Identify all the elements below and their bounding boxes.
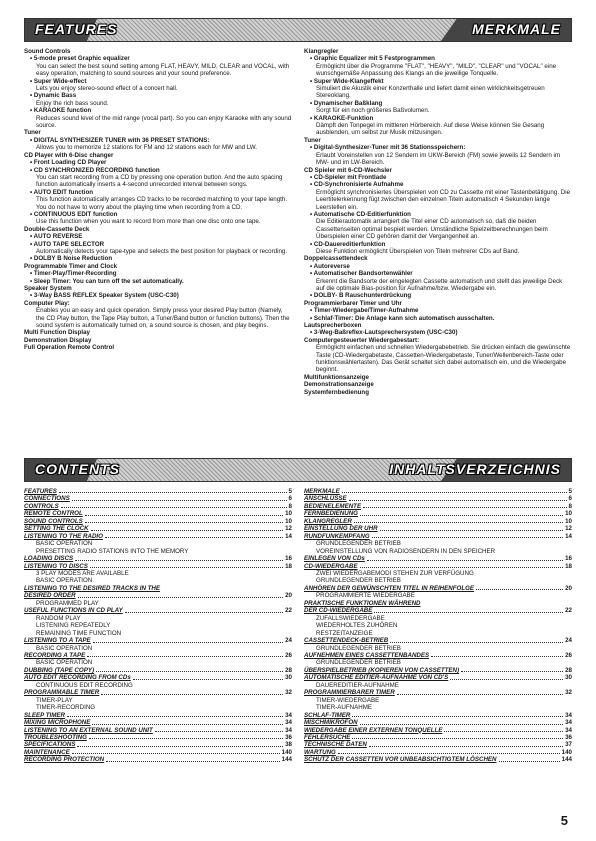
toc-page-number: 5 — [568, 488, 572, 495]
toc-entry[interactable] — [24, 510, 292, 517]
feature-heading: Computer Play: — [24, 299, 70, 307]
feature-bullet: • 5-mode preset Graphic equalizer — [30, 55, 130, 63]
toc-entry[interactable] — [304, 652, 572, 659]
toc-entry-title: PRAKTISCHE FUNKTIONEN WÄHREND — [304, 599, 421, 607]
toc-leader-dots — [363, 507, 566, 508]
toc-leader-dots — [450, 679, 563, 680]
toc-leader-dots — [92, 724, 283, 725]
features-section — [24, 48, 572, 458]
toc-leader-dots — [67, 716, 283, 717]
feature-heading: Full Operation Remote Control — [24, 344, 115, 352]
toc-subentry: RANDOM PLAY — [36, 614, 81, 622]
feature-heading: Doppelcassettendeck — [304, 255, 368, 263]
feature-description: Allows you to memorize 12 stations for FM and 12 stations each for MW and LW. — [36, 144, 258, 152]
toc-entry-title: SOUND CONTROLS — [24, 517, 83, 525]
toc-leader-dots — [367, 560, 563, 561]
toc-leader-dots — [499, 761, 560, 762]
page-number: 5 — [560, 813, 568, 828]
feature-bullet: • AUTO EDIT function — [30, 188, 94, 196]
toc-entry-title: KLANGREGLER — [304, 517, 352, 525]
feature-heading: CD Player with 6-Disc changer — [24, 151, 114, 159]
toc-page-number: 24 — [285, 637, 292, 645]
feature-bullet: • DOLBY- B Rauschunterdrückung — [310, 292, 412, 300]
feature-bullet: • Schlaf-Timer: Die Anlage kann sich automatisch ausschalten. — [310, 314, 495, 322]
toc-page-number: 34 — [565, 726, 572, 734]
toc-subentry: VOREINSTELLUNG VON RADIOSENDERN IN DEN SPEICHER — [316, 547, 496, 555]
toc-entry[interactable] — [24, 563, 292, 570]
toc-entry-title: DER CD-WIEDERGABE — [304, 607, 373, 615]
toc-entry-title: MERKMALE — [304, 488, 340, 495]
toc-entry-title: LISTENING TO THE RADIO — [24, 532, 103, 540]
toc-subentry: BASIC OPERATION — [36, 644, 93, 652]
toc-leader-dots — [125, 612, 283, 613]
toc-entry-title: DESIRED ORDER — [24, 592, 76, 600]
feature-bullet: • 3-Weg-Baßreflex-Lautsprechersystem (USC-C30) — [310, 329, 458, 337]
toc-subentry: RESTZEITANZEIGE — [316, 629, 373, 637]
feature-heading: Demonstration Display — [24, 336, 92, 344]
toc-entry-title: AUFNEHMEN EINES CASSETTENBANDES — [304, 651, 430, 659]
feature-description: Automatically detects your tape-type and selects the best position for playback or recording. — [36, 247, 288, 255]
toc-entry-title: WARTUNG — [304, 748, 336, 756]
toc-entry[interactable] — [24, 503, 292, 510]
toc-leader-dots — [338, 753, 560, 754]
features-banner — [24, 18, 572, 42]
toc-leader-dots — [369, 746, 563, 747]
toc-subentry: DAUEREDITIER-AUFNAHME — [316, 681, 399, 689]
toc-entry-title: BEDIENELEMENTE — [304, 502, 362, 510]
feature-bullet: • Automatische CD-Editierfunktion — [310, 210, 411, 218]
toc-entry[interactable] — [304, 719, 572, 726]
toc-page-number: 28 — [565, 666, 572, 674]
feature-heading: Computergesteuerter Wiedergabestart: — [304, 336, 420, 344]
feature-description: You can start recording from a CD by pressing one operation button. And the auto spacing function automatically inserts a 4-second unrecorded interval between songs. — [36, 173, 283, 189]
toc-leader-dots — [352, 738, 563, 739]
toc-subentry: WIEDERHOLTES ZUHÖREN — [316, 622, 398, 630]
toc-entry[interactable] — [304, 689, 572, 696]
toc-leader-dots — [77, 746, 283, 747]
toc-entry-title: CD-WIEDERGABE — [304, 562, 358, 570]
toc-entry[interactable] — [304, 503, 572, 510]
toc-page-number: 14 — [565, 532, 572, 540]
toc-entry[interactable] — [24, 488, 292, 495]
toc-entry-title: CASSETTENDECK-BETRIEB — [304, 637, 389, 645]
toc-entry-title: SLEEP TIMER — [24, 711, 66, 719]
toc-subentry: PROGRAMMIERTE WIEDERGABE — [316, 592, 415, 600]
feature-description: Ermöglicht synchronisiertes Überspielen von CD zu Cassette mit einer Tastenbetätigung. Die Leertitelerkennung fügt zwischen den einzelnen Titeln automatisch 4 Sekunden lange Leerstellen ein. — [316, 188, 571, 211]
feature-heading: Tuner — [24, 129, 41, 137]
toc-leader-dots — [360, 567, 563, 568]
toc-page-number: 8 — [568, 502, 572, 510]
toc-entry[interactable] — [24, 689, 292, 696]
toc-leader-dots — [431, 656, 563, 657]
feature-heading: Sound Controls — [24, 48, 71, 55]
feature-description: Erkennt die Bandsorte der eingelegten Cassette automatisch und stellt das jeweilige Deck auf die optimale Bias-position für Aufnahme/bzw. Wiedergabe ein. — [316, 277, 563, 292]
toc-page-number: 140 — [561, 748, 572, 756]
toc-entry[interactable] — [304, 727, 572, 734]
contents-section — [24, 488, 572, 764]
toc-page-number: 34 — [285, 726, 292, 734]
toc-entry-title: TROUBLESHOOTING — [24, 733, 87, 741]
toc-entry[interactable] — [24, 525, 292, 532]
feature-bullet: • CD SYNCHRONIZED RECORDING function — [30, 166, 160, 174]
toc-entry[interactable] — [24, 637, 292, 644]
feature-heading: Systemfernbedienung — [304, 388, 369, 396]
feature-description: Simuliert die Akustik einer Konzerthalle und liefert damit einen wirklichkeitsgetreuen Stereoklang. — [316, 85, 545, 100]
toc-leader-dots — [390, 642, 563, 643]
toc-leader-dots — [96, 671, 283, 672]
toc-page-number: 20 — [285, 592, 292, 600]
feature-heading: Klangregler — [304, 48, 339, 55]
features-title: FEATURES — [35, 21, 118, 37]
toc-leader-dots — [380, 530, 564, 531]
toc-subentry: BASIC OPERATION — [36, 540, 93, 548]
toc-page-number: 14 — [285, 532, 292, 540]
toc-subentry: BASIC OPERATION — [36, 577, 93, 585]
feature-heading: Tuner — [304, 136, 321, 144]
feature-description: Enjoy the rich bass sound. — [36, 99, 109, 107]
toc-entry[interactable] — [304, 734, 572, 741]
toc-entry-title: CONTROLS — [24, 502, 59, 510]
toc-leader-dots — [105, 537, 283, 538]
toc-entry-title: LOADING DISCS — [24, 555, 74, 563]
toc-entry[interactable] — [304, 585, 572, 592]
toc-page-number: 22 — [285, 607, 292, 615]
toc-entry-title: MISCHMIKROFON — [304, 719, 358, 727]
feature-description: Ermöglicht einfachen und schnellen Wiedergabebetrieb. Sie drücken einfach die gewünschte Taste (CD-Wiedergabetaste, Cassetten-Wiedergabetaste, Tuner/Wellenbereich-Taste oder funktionswählertasten). Das Gerät schaltet sich dabei automatisch ein, und die Wiedergabe beginnt. — [316, 344, 571, 374]
toc-entry[interactable] — [304, 563, 572, 570]
toc-entry-title: RUNDFUNKEMPFANG — [304, 532, 370, 540]
toc-entry[interactable] — [304, 756, 572, 763]
feature-bullet: • AUTO TAPE SELECTOR — [30, 240, 105, 248]
feature-description: Erlaubt Voreinstellen von 12 Sendern im UKW-Bereich (FM) sowie jeweils 12 Sendern im MW- und im LW-Bereich. — [316, 151, 561, 167]
toc-entry-title: ANHÖREN DER GEWÜNSCHTEN TITEL IN REIHENFOLGE — [304, 584, 475, 592]
feature-bullet: • CONTINUOUS EDIT function — [30, 210, 118, 218]
feature-bullet: • 3-Way BASS REFLEX Speaker System (USC-C30) — [30, 292, 179, 300]
toc-entry[interactable] — [304, 674, 572, 681]
feature-bullet: • Automatischer Bandsortenwähler — [310, 270, 413, 278]
toc-page-number: 37 — [565, 741, 572, 749]
toc-leader-dots — [61, 507, 287, 508]
toc-entry-title: SCHUTZ DER CASSETTEN VOR UNBEABSICHTIGTEM LÖSCHEN — [304, 756, 497, 764]
toc-page-number: 16 — [285, 555, 292, 563]
toc-entry[interactable] — [24, 741, 292, 748]
toc-leader-dots — [444, 731, 563, 732]
toc-subentry: TIMER-PLAY — [36, 696, 73, 704]
toc-entry[interactable] — [24, 756, 292, 763]
toc-entry[interactable] — [24, 712, 292, 719]
feature-heading: Lautsprecherboxen — [304, 322, 362, 330]
toc-leader-dots — [349, 500, 567, 501]
contents-english-column — [24, 488, 292, 764]
toc-entry-title: AUTO EDIT RECORDING FROM CDs — [24, 674, 131, 682]
toc-entry[interactable] — [304, 488, 572, 495]
toc-entry[interactable] — [24, 719, 292, 726]
toc-leader-dots — [75, 560, 283, 561]
toc-leader-dots — [90, 567, 283, 568]
toc-entry[interactable] — [24, 607, 292, 614]
feature-description: Dämpft den Tonpegel im mittleren Hörbereich. Auf diese Weise können Sie Gesang ausblenden, um selbst zur Musik mitzusingen. — [316, 122, 545, 137]
toc-entry-title: DUBBING (TAPE COPY) — [24, 666, 95, 674]
toc-entry[interactable] — [24, 674, 292, 681]
toc-entry-title: RECORDING A TAPE — [24, 651, 86, 659]
toc-entry-title: LISTENING TO AN EXTERNAL SOUND UNIT — [24, 726, 153, 734]
toc-page-number: 32 — [565, 689, 572, 697]
feature-bullet: • Timer-Play/Timer-Recording — [30, 270, 117, 278]
toc-entry-title: ANSCHLÜSSE — [304, 495, 347, 503]
toc-entry[interactable] — [304, 667, 572, 674]
toc-subentry: TIMER-WIEDERGABE — [316, 696, 380, 704]
toc-leader-dots — [93, 642, 283, 643]
toc-entry-title: MIXING MICROPHONE — [24, 719, 91, 727]
toc-page-number: 10 — [565, 510, 572, 518]
feature-bullet: • KARAOKE-Funktion — [310, 114, 374, 122]
toc-entry[interactable] — [24, 749, 292, 756]
feature-bullet: • Timer-Wiedergabe/Timer-Aufnahme — [310, 307, 419, 315]
toc-leader-dots — [72, 753, 280, 754]
toc-leader-dots — [78, 597, 284, 598]
toc-entry-title: RECORDING PROTECTION — [24, 756, 105, 764]
toc-leader-dots — [85, 515, 283, 516]
toc-leader-dots — [476, 589, 563, 590]
toc-entry-title: LISTENING TO DISCS — [24, 562, 88, 570]
contents-title: CONTENTS — [35, 461, 120, 477]
feature-description: Lets you enjoy stereo-sound effect of a concert hall. — [36, 85, 178, 93]
toc-page-number: 30 — [565, 674, 572, 682]
toc-leader-dots — [106, 761, 280, 762]
toc-page-number: 38 — [285, 741, 292, 749]
toc-leader-dots — [352, 716, 563, 717]
toc-page-number: 5 — [288, 488, 292, 495]
toc-entry[interactable] — [304, 749, 572, 756]
feature-bullet: • Dynamischer Baßklang — [310, 99, 383, 107]
toc-leader-dots — [59, 492, 287, 493]
toc-entry-title: FERNBEDIENUNG — [304, 510, 358, 518]
toc-leader-dots — [89, 738, 283, 739]
toc-entry-title: EINLEGEN VON CDs — [304, 555, 365, 563]
feature-heading: Multi Function Display — [24, 329, 90, 337]
toc-page-number: 22 — [565, 607, 572, 615]
merkmale-title: MERKMALE — [472, 21, 561, 37]
toc-entry[interactable] — [24, 518, 292, 525]
feature-description: Die Editierautomatik arrangiert die Titel einer CD automatisch so, daß die beiden Cassettenseiten optimal bespielt werden. Umständliche Spielzeitberechnungen beim Überspielen einer CD gehören damit der Vergangenheit an. — [316, 218, 548, 241]
toc-subentry: ZWEI WIEDERGABEMODI STEHEN ZUR VERFÜGUNG — [316, 569, 474, 577]
feature-heading: Demonstrationsanzeige — [304, 381, 374, 389]
toc-page-number: 10 — [565, 517, 572, 525]
toc-entry[interactable] — [24, 555, 292, 562]
toc-page-number: 18 — [285, 562, 292, 570]
toc-entry[interactable] — [24, 727, 292, 734]
toc-page-number: 6 — [568, 495, 572, 503]
toc-entry[interactable] — [304, 525, 572, 532]
toc-page-number: 18 — [565, 562, 572, 570]
toc-page-number: 34 — [285, 711, 292, 719]
contents-banner — [24, 458, 572, 482]
feature-heading: Multifunktionsanzeige — [304, 373, 369, 381]
toc-page-number: 28 — [285, 666, 292, 674]
toc-page-number: 34 — [565, 711, 572, 719]
toc-leader-dots — [155, 731, 283, 732]
feature-bullet: • Front Loading CD Player — [30, 159, 107, 167]
toc-entry-title: AUTOMATISCHE EDITIER-AUFNAHME VON CD'S — [304, 674, 449, 682]
toc-entry-title: ÜBERSPIELBETRIEB (KOPIEREN VON CASSETTEN) — [304, 666, 460, 674]
feature-heading: Double-Cassette Deck — [24, 225, 90, 233]
toc-leader-dots — [374, 612, 563, 613]
toc-subentry: PRESETTING RADIO STATIONS INTO THE MEMORY — [36, 547, 189, 555]
toc-entry-title: SPECIFICATIONS — [24, 741, 76, 749]
toc-entry-title: SCHLAF-TIMER — [304, 711, 351, 719]
feature-description: Reduces sound level of the mid range (vocal part). So you can enjoy Karaoke with any sound source. — [36, 114, 292, 130]
toc-entry-title: EINSTELLUNG DER UHR — [304, 525, 378, 533]
toc-page-number: 12 — [565, 525, 572, 533]
toc-subentry: GRUNDLEGENDER BETRIEB — [316, 540, 401, 548]
toc-entry[interactable] — [304, 637, 572, 644]
feature-bullet: • AUTO REVERSE — [30, 233, 83, 241]
feature-heading: Programmierbarer Timer und Uhr — [304, 299, 402, 307]
toc-entry-title: TECHNISCHE DATEN — [304, 741, 367, 749]
toc-entry[interactable] — [24, 734, 292, 741]
toc-entry[interactable] — [24, 592, 292, 599]
toc-entry-title: USEFUL FUNCTIONS IN CD PLAY — [24, 607, 123, 615]
feature-heading: Speaker System — [24, 285, 72, 292]
toc-leader-dots — [342, 492, 567, 493]
feature-bullet: • Dynamic Bass — [30, 92, 77, 100]
toc-page-number: 26 — [565, 651, 572, 659]
toc-entry-title: PROGRAMMABLE TIMER — [24, 689, 100, 697]
toc-subentry: REMAINING TIME FUNCTION — [36, 629, 122, 637]
toc-page-number: 36 — [285, 733, 292, 741]
toc-leader-dots — [101, 694, 283, 695]
toc-page-number: 144 — [561, 756, 572, 764]
feature-description: Enables you an easy and quick operation. Simply press your desired Play button (Namely, the CD Play button, the Tape Play button, a Tuner/Band button or function buttons). Then the sound system is automatically turned on, a sound source is chosen, and play begins. — [36, 307, 290, 330]
toc-page-number: 30 — [285, 674, 292, 682]
inhaltsverzeichnis-title: INHALTSVERZEICHNIS — [389, 461, 561, 477]
toc-page-number: 20 — [565, 584, 572, 592]
toc-leader-dots — [87, 656, 283, 657]
feature-bullet: • DOLBY B Noise Reduction — [30, 255, 113, 263]
feature-bullet: • Graphic Equalizer mit 5 Festprogrammen — [310, 55, 435, 63]
toc-leader-dots — [397, 694, 563, 695]
toc-page-number: 24 — [565, 637, 572, 645]
toc-entry-title: LISTENING TO A TAPE — [24, 637, 91, 645]
toc-entry-title: FEATURES — [24, 488, 57, 495]
toc-page-number: 144 — [281, 756, 292, 764]
toc-entry[interactable] — [304, 495, 572, 502]
toc-page-number: 26 — [285, 651, 292, 659]
toc-entry[interactable] — [304, 533, 572, 540]
toc-subentry: TIMER-AUFNAHME — [316, 704, 373, 712]
feature-description: Sorgt für ein noch größeres Baßvolumen. — [316, 107, 430, 115]
toc-subentry: BASIC OPERATION — [36, 659, 93, 667]
toc-page-number: 6 — [288, 495, 292, 503]
feature-bullet: • CD-Spieler mit Frontlade — [310, 173, 387, 181]
toc-entry-title: REMOTE CONTROL — [24, 510, 83, 518]
feature-bullet: • KARAOKE function — [30, 107, 92, 115]
feature-bullet: • Autoreverse — [310, 262, 350, 270]
toc-subentry: GRUNDLEGENDER BETRIEB — [316, 644, 401, 652]
toc-leader-dots — [372, 537, 563, 538]
toc-entry[interactable] — [304, 600, 572, 607]
toc-page-number: 34 — [565, 719, 572, 727]
feature-heading: Programmable Timer and Clock — [24, 262, 118, 270]
toc-leader-dots — [91, 530, 283, 531]
feature-description: Ermöglicht über die Programme "FLAT", "HEAVY", "MILD", "CLEAR" und "VOCAL" eine wunschgemäße Anpassung des Klangs an die jeweilige Tonquelle. — [316, 62, 557, 78]
feature-bullet: • Sleep Timer: You can turn off the set automatically. — [30, 277, 184, 285]
toc-entry[interactable] — [304, 607, 572, 614]
toc-page-number: 16 — [565, 555, 572, 563]
feature-heading: CD Spieler mit 6-CD-Wechsler — [304, 166, 392, 174]
toc-entry[interactable] — [304, 510, 572, 517]
toc-leader-dots — [133, 679, 283, 680]
feature-bullet: • DIGITAL SYNTHESIZER TUNER with 36 PRESET STATIONS: — [30, 136, 210, 144]
toc-leader-dots — [72, 500, 287, 501]
toc-entry[interactable] — [24, 652, 292, 659]
toc-leader-dots — [85, 522, 283, 523]
toc-entry-title: FEHLERSUCHE — [304, 733, 351, 741]
toc-entry[interactable] — [304, 712, 572, 719]
toc-page-number: 36 — [565, 733, 572, 741]
toc-subentry: CONTINUOUS EDIT RECORDING — [36, 681, 133, 689]
toc-entry-title: SETTING THE CLOCK — [24, 525, 89, 533]
toc-leader-dots — [354, 522, 563, 523]
toc-subentry: PROGRAMMED PLAY — [36, 599, 99, 607]
toc-leader-dots — [360, 515, 563, 516]
toc-entry-title: LISTENING TO THE DESIRED TRACKS IN THE — [24, 584, 161, 592]
toc-subentry: 3 PLAY MODES ARE AVAILABLE — [36, 569, 129, 577]
toc-page-number: 12 — [285, 525, 292, 533]
toc-entry-title: MAINTENANCE — [24, 748, 70, 756]
toc-page-number: 34 — [285, 719, 292, 727]
feature-description: Diese Funktion ermöglicht Überspielen von Titeln mehrerer CDs auf Band. — [316, 247, 520, 255]
manual-page — [24, 18, 572, 828]
toc-entry[interactable] — [304, 555, 572, 562]
toc-entry[interactable] — [304, 741, 572, 748]
feature-description: You can select the best sound setting among FLAT, HEAVY, MILD, CLEAR and VOCAL, with easy operation, matching to sound sources and your sound preference. — [36, 62, 290, 78]
feature-bullet: • CD-Dauereditierfunktion — [310, 240, 386, 248]
toc-entry-title: WIEDERGABE EINER EXTERNEN TONQUELLE — [304, 726, 443, 734]
toc-entry[interactable] — [24, 667, 292, 674]
toc-page-number: 8 — [288, 502, 292, 510]
toc-subentry: GRUNDLEGENDER BETRIEB — [316, 577, 401, 585]
feature-bullet: • Super Wide-Klangeffekt — [310, 77, 384, 85]
toc-entry[interactable] — [304, 518, 572, 525]
toc-subentry: ZUFALLSWIEDERGABE — [316, 614, 385, 622]
toc-page-number: 10 — [285, 510, 292, 518]
toc-entry-title: PROGRAMMIERBARER TIMER — [304, 689, 395, 697]
feature-bullet: • Super Wide-effect — [30, 77, 87, 85]
toc-subentry: GRUNDLEGENDER BETRIEB — [316, 659, 401, 667]
toc-page-number: 140 — [281, 748, 292, 756]
feature-description: Use this function when you want to record from more than one disc onto one tape. — [36, 218, 261, 226]
feature-bullet: • Digital-Synthesizer-Tuner mit 36 Stationsspeichern: — [310, 144, 466, 152]
features-english-column — [24, 48, 292, 458]
toc-subentry: TIMER-RECORDING — [36, 704, 96, 712]
toc-subentry: LISTENING REPEATEDLY — [36, 622, 111, 630]
toc-page-number: 10 — [285, 517, 292, 525]
toc-entry[interactable] — [24, 585, 292, 592]
toc-leader-dots — [461, 671, 563, 672]
features-german-column — [304, 48, 572, 458]
feature-bullet: • CD-Synchronisierte Aufnahme — [310, 181, 404, 189]
toc-entry[interactable] — [24, 495, 292, 502]
contents-german-column — [304, 488, 572, 764]
toc-entry-title: CONNECTIONS — [24, 495, 70, 503]
toc-entry[interactable] — [24, 533, 292, 540]
feature-description: This function automatically arranges CD tracks to be recorded matching to your tape length. You do not have to worry about the playing time when recording from a CD. — [36, 196, 288, 211]
toc-leader-dots — [360, 724, 563, 725]
toc-page-number: 32 — [285, 689, 292, 697]
